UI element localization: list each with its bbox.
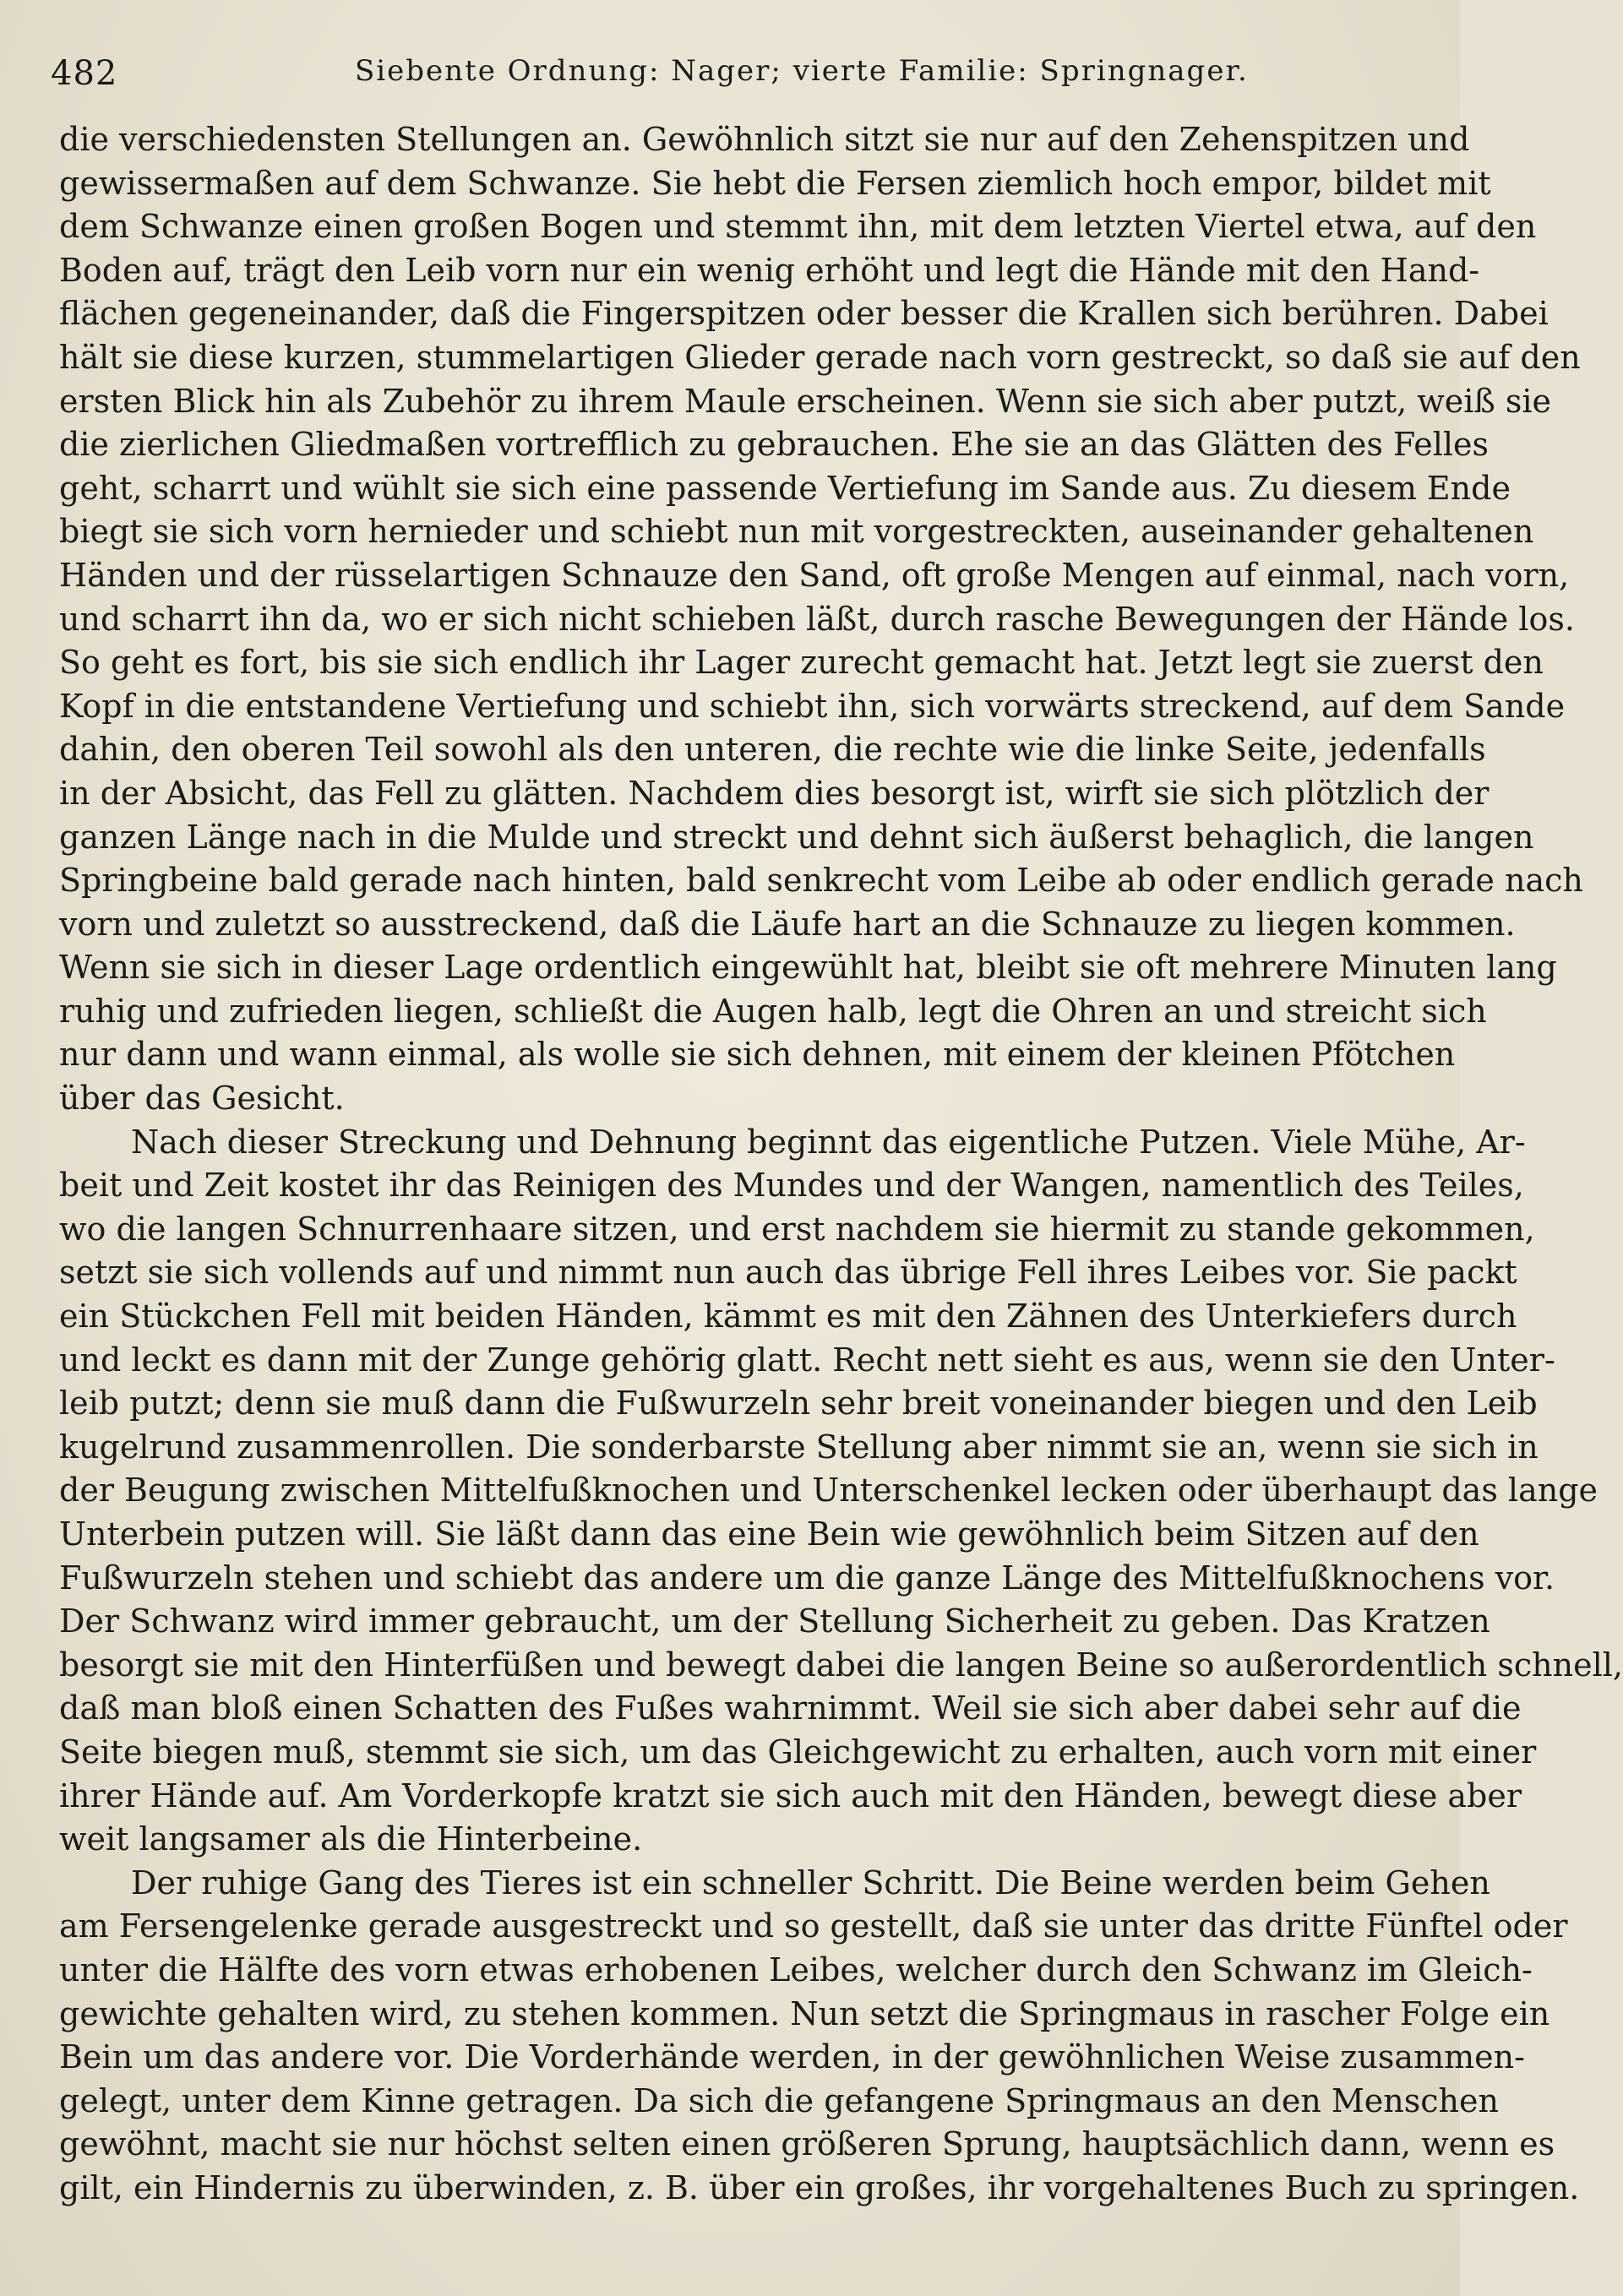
text-line: unter die Hälfte des vorn etwas erhobenen Leibes, welcher durch den Schwanz im Gleich- [59, 1951, 1533, 1989]
text-line: Unterbein putzen will. Sie läßt dann das eine Bein wie gewöhnlich beim Sitzen auf den [59, 1515, 1479, 1553]
text-line: hält sie diese kurzen, stummelartigen Glieder gerade nach vorn gestreckt, so daß sie auf den [59, 338, 1581, 376]
text-line: in der Absicht, das Fell zu glätten. Nachdem dies besorgt ist, wirft sie sich plötzlich der [59, 774, 1490, 812]
body-text [59, 118, 1623, 2211]
text-line: dem Schwanze einen großen Bogen und stemmt ihn, mit dem letzten Viertel etwa, auf den [59, 208, 1537, 246]
text-line: ruhig und zufrieden liegen, schließt die Augen halb, legt die Ohren an und streicht sich [59, 992, 1487, 1030]
text-line: Der ruhige Gang des Tieres ist ein schneller Schritt. Die Beine werden beim Gehen [131, 1863, 1490, 1902]
text-line: Der Schwanz wird immer gebraucht, um der Stellung Sicherheit zu geben. Das Kratzen [59, 1602, 1490, 1640]
text-line: Kopf in die entstandene Vertiefung und schiebt ihn, sich vorwärts streckend, auf dem Sande [59, 687, 1566, 725]
text-line: und scharrt ihn da, wo er sich nicht schieben läßt, durch rasche Bewegungen der Hände los. [59, 600, 1575, 638]
text-line: setzt sie sich vollends auf und nimmt nun auch das übrige Fell ihres Leibes vor. Sie packt [59, 1254, 1517, 1292]
text-line: nur dann und wann einmal, als wolle sie sich dehnen, mit einem der kleinen Pfötchen [59, 1036, 1456, 1074]
page-header [51, 51, 1419, 101]
text-line: die verschiedensten Stellungen an. Gewöhnlich sitzt sie nur auf den Zehenspitzen und [59, 121, 1470, 158]
text-line: So geht es fort, bis sie sich endlich ihr Lager zurecht gemacht hat. Jetzt legt sie zuerst den [59, 644, 1544, 682]
text-line: Wenn sie sich in dieser Lage ordentlich eingewühlt hat, bleibt sie oft mehrere Minuten lang [59, 949, 1557, 987]
text-line: daß man bloß einen Schatten des Fußes wahrnimmt. Weil sie sich aber dabei sehr auf die [59, 1689, 1522, 1727]
text-line: gelegt, unter dem Kinne getragen. Da sich die gefangene Springmaus an den Menschen [59, 2081, 1499, 2119]
text-line: vorn und zuletzt so ausstreckend, daß die Läufe hart an die Schnauze zu liegen kommen. [59, 905, 1516, 943]
text-line: gewöhnt, macht sie nur höchst selten einen größeren Sprung, hauptsächlich dann, wenn es [59, 2125, 1555, 2163]
text-line: gewissermaßen auf dem Schwanze. Sie hebt die Fersen ziemlich hoch empor, bildet mit [59, 164, 1491, 202]
paragraph [59, 1862, 1580, 2211]
text-line: ganzen Länge nach in die Mulde und streckt und dehnt sich äußerst behaglich, die langen [59, 818, 1534, 856]
text-line: Händen und der rüsselartigen Schnauze den Sand, oft große Mengen auf einmal, nach vorn, [59, 556, 1570, 594]
text-line: weit langsamer als die Hinterbeine. [59, 1820, 643, 1858]
text-line: und leckt es dann mit der Zunge gehörig glatt. Recht nett sieht es aus, wenn sie den Unter- [59, 1341, 1555, 1379]
text-line: geht, scharrt und wühlt sie sich eine passende Vertiefung im Sande aus. Zu diesem Ende [59, 469, 1511, 507]
text-line: die zierlichen Gliedmaßen vortrefflich zu gebrauchen. Ehe sie an das Glätten des Felles [59, 426, 1490, 464]
text-line: Fußwurzeln stehen und schiebt das andere um die ganze Länge des Mittelfußknochens vor. [59, 1559, 1555, 1597]
text-line: flächen gegeneinander, daß die Fingerspitzen oder besser die Krallen sich berühren. Dabei [59, 295, 1549, 333]
page-number: 482 [51, 54, 118, 93]
text-line: der Beugung zwischen Mittelfußknochen und Unterschenkel lecken oder überhaupt das lange [59, 1472, 1598, 1510]
text-line: ihrer Hände auf. Am Vorderkopfe kratzt sie sich auch mit den Händen, bewegt diese aber [59, 1776, 1522, 1814]
text-line: gewichte gehalten wird, zu stehen kommen. Nun setzt die Springmaus in rascher Folge ein [59, 1994, 1550, 2032]
text-line: am Fersengelenke gerade ausgestreckt und so gestellt, daß sie unter das dritte Fünftel oder [59, 1907, 1568, 1945]
text-line: ersten Blick hin als Zubehör zu ihrem Maule erscheinen. Wenn sie sich aber putzt, weiß sie [59, 382, 1551, 420]
text-line: beit und Zeit kostet ihr das Reinigen des Mundes und der Wangen, namentlich des Teiles, [59, 1167, 1524, 1205]
paragraph [59, 118, 1583, 1121]
text-line: Seite biegen muß, stemmt sie sich, um das Gleichgewicht zu erhalten, auch vorn mit einer [59, 1733, 1537, 1771]
text-line: biegt sie sich vorn hernieder und schiebt nun mit vorgestreckten, auseinander gehaltenen [59, 513, 1534, 551]
text-line: gilt, ein Hindernis zu überwinden, z. B. über ein großes, ihr vorgehaltenes Buch zu springen. [59, 2168, 1580, 2206]
text-line: Nach dieser Streckung und Dehnung beginnt das eigentliche Putzen. Viele Mühe, Ar- [131, 1123, 1526, 1161]
text-line: Bein um das andere vor. Die Vorderhände werden, in der gewöhnlichen Weise zusammen- [59, 2038, 1525, 2076]
text-line: über das Gesicht. [59, 1080, 345, 1118]
text-line: wo die langen Schnurrenhaare sitzen, und erst nachdem sie hiermit zu stande gekommen, [59, 1210, 1535, 1248]
text-line: leib putzt; denn sie muß dann die Fußwurzeln sehr breit voneinander biegen und den Leib [59, 1385, 1538, 1423]
text-line: kugelrund zusammenrollen. Die sonderbarste Stellung aber nimmt sie an, wenn sie sich in [59, 1428, 1539, 1466]
text-line: ein Stückchen Fell mit beiden Händen, kämmt es mit den Zähnen des Unterkiefers durch [59, 1298, 1517, 1336]
text-line: Springbeine bald gerade nach hinten, bald senkrecht vom Leibe ab oder endlich gerade nach [59, 862, 1583, 900]
text-line: besorgt sie mit den Hinterfüßen und bewegt dabei die langen Beine so außerordentlich schnell, [59, 1646, 1623, 1684]
paragraph [59, 1121, 1623, 1862]
text-line: Boden auf, trägt den Leib vorn nur ein wenig erhöht und legt die Hände mit den Hand- [59, 251, 1480, 289]
running-head: Siebente Ordnung: Nager; vierte Familie: Springnager. [355, 54, 1249, 88]
text-line: dahin, den oberen Teil sowohl als den unteren, die rechte wie die linke Seite, jedenfalls [59, 731, 1486, 769]
